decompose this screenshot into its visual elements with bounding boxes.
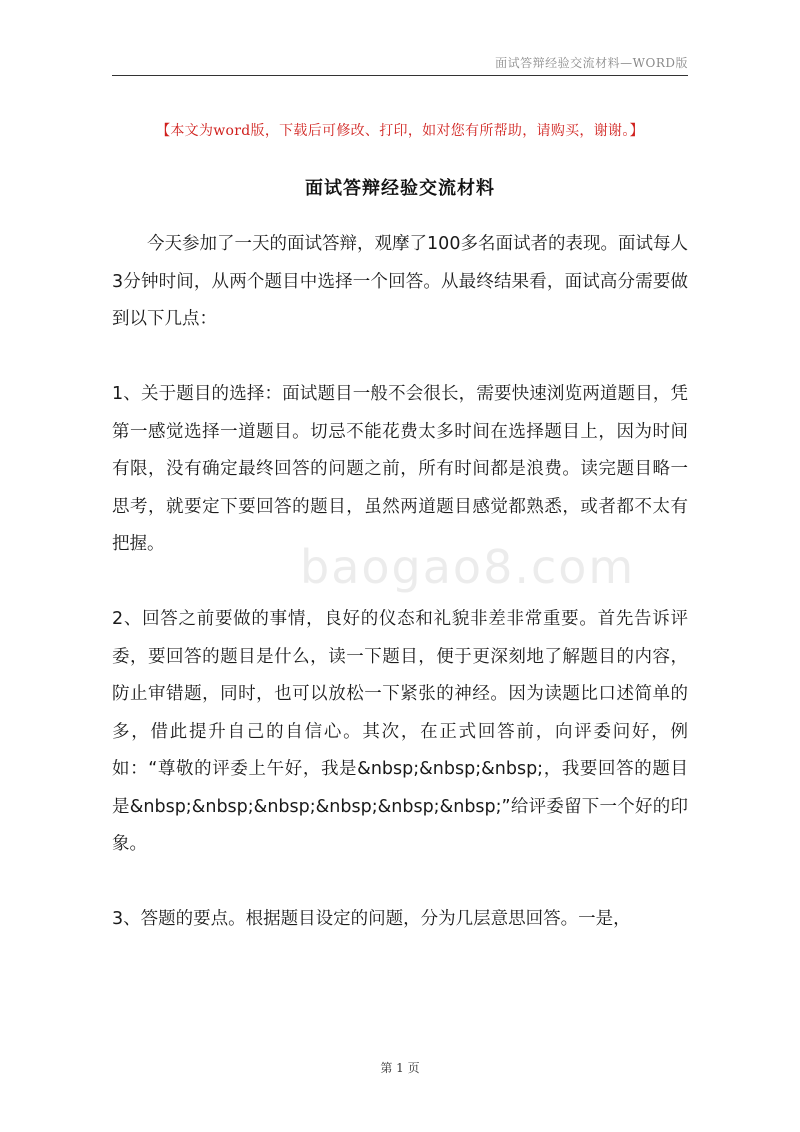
document-title: 面试答辩经验交流材料 (305, 178, 495, 199)
header-divider (112, 75, 688, 76)
document-body (112, 226, 688, 976)
page-number: 第 1 页 (380, 1061, 420, 1075)
download-notice: 【本文为word版，下载后可修改、打印，如对您有所帮助，请购买，谢谢。】 (156, 123, 644, 139)
paragraph-point-3: 3、答题的要点。根据题目设定的问题，分为几层意思回答。一是， (112, 909, 631, 929)
running-header: 面试答辩经验交流材料—WORD版 (495, 56, 688, 70)
paragraph-intro: 今天参加了一天的面试答辩，观摩了100多名面试者的表现。面试每人3分钟时间，从两个题目中选择一个回答。从最终结果看，面试高分需要做到以下几点： (112, 234, 688, 329)
paragraph-point-2: 2、回答之前要做的事情，良好的仪态和礼貌非差非常重要。首先告诉评委，要回答的题目是什么，读一下题目，便于更深刻地了解题目的内容，防止审错题，同时，也可以放松一下紧张的神经。因为读题比口述简单的多，借此提升自己的自信心。其次，在正式回答前，向评委问好，例如：“尊敬的评委上午好，我是&nbsp;&nbsp;&nbsp;，我要回答的题目是&nbsp;&nbsp;&nbsp;&nbsp;&nbsp;&nbsp;”给评委留下一个好的印象。 (112, 609, 688, 854)
paragraph-point-1: 1、关于题目的选择：面试题目一般不会很长，需要快速浏览两道题目，凭第一感觉选择一道题目。切忌不能花费太多时间在选择题目上，因为时间有限，没有确定最终回答的问题之前，所有时间都是浪费。读完题目略一思考，就要定下要回答的题目，虽然两道题目感觉都熟悉，或者都不太有把握。 (112, 384, 688, 554)
watermark: baogao8.com (300, 540, 636, 594)
